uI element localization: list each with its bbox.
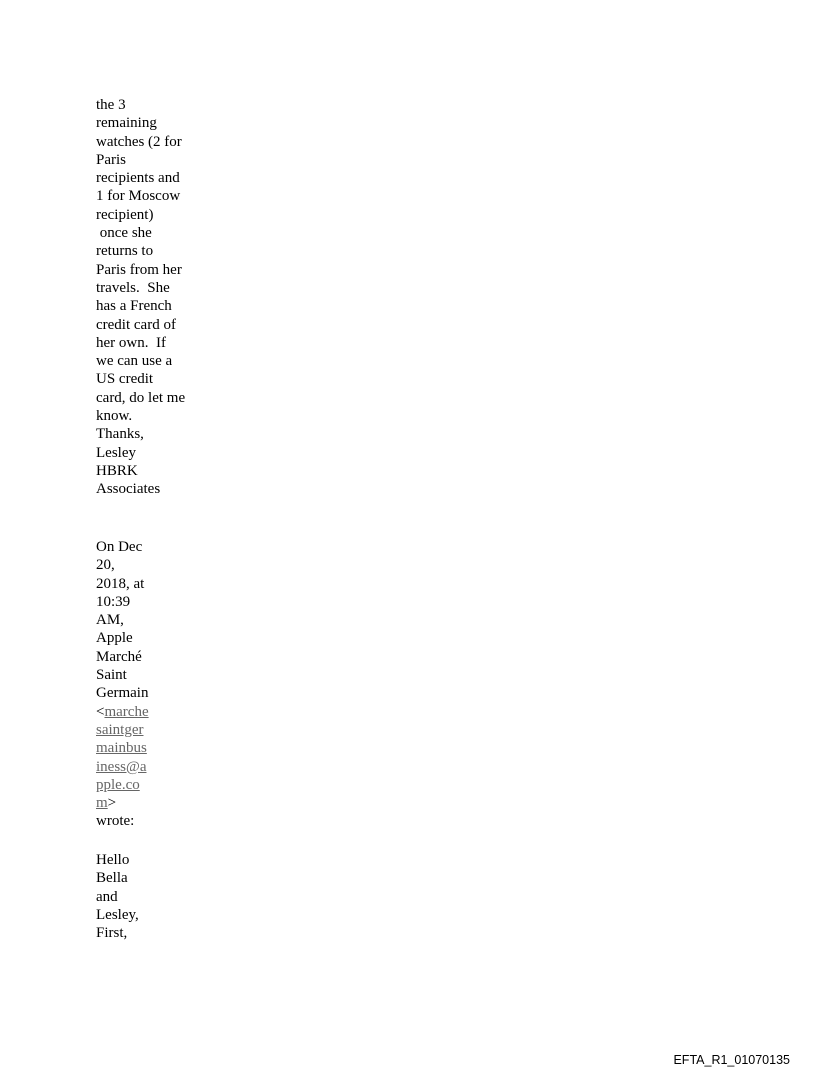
body-line: we can use a xyxy=(96,353,173,370)
body-line: card, do let me xyxy=(96,389,186,406)
quoted-body xyxy=(96,851,156,942)
body-line: credit card of xyxy=(96,316,176,333)
quoted-body-line: Bella xyxy=(96,870,128,887)
quoted-body-line: First, xyxy=(96,925,128,942)
quoted-header-line: AM, xyxy=(96,612,124,629)
body-line: US credit xyxy=(96,371,154,388)
email-close-bracket: > xyxy=(107,795,117,812)
quoted-header-line: Saint xyxy=(96,667,127,684)
sender-email-link[interactable]: marche xyxy=(104,703,149,720)
body-line: her own. If xyxy=(96,334,166,351)
quoted-body-line: Lesley, xyxy=(96,906,139,923)
sender-email-link[interactable]: saintger xyxy=(96,721,144,738)
body-line: once she xyxy=(96,225,152,242)
sender-email-link[interactable]: mainbus xyxy=(96,740,147,757)
body-line: remaining xyxy=(96,115,157,132)
body-line: travels. She xyxy=(96,279,170,296)
document-id: EFTA_R1_01070135 xyxy=(673,1053,790,1067)
quoted-header xyxy=(96,538,166,831)
body-line: Associates xyxy=(96,481,161,498)
quoted-header-line: Apple xyxy=(96,630,133,647)
quoted-header-line: Germain xyxy=(96,685,149,702)
body-line: Paris xyxy=(96,151,126,168)
body-line: recipients and xyxy=(96,170,180,187)
body-line: watches (2 for xyxy=(96,133,182,150)
body-line: recipient) xyxy=(96,206,154,223)
body-line: Thanks, xyxy=(96,426,144,443)
body-line: 1 for Moscow xyxy=(96,188,181,205)
quoted-header-line: On Dec xyxy=(96,539,143,555)
wrote-label: wrote: xyxy=(96,813,135,830)
sender-email-line xyxy=(96,703,166,721)
body-line: Paris from her xyxy=(96,261,182,278)
sender-email-link[interactable]: m xyxy=(96,795,108,812)
body-line: Lesley xyxy=(96,444,136,461)
email-open-bracket: < xyxy=(96,703,105,720)
sender-email-link[interactable]: pple.co xyxy=(96,776,140,793)
body-line: know. xyxy=(96,408,133,425)
body-line: HBRK xyxy=(96,462,138,479)
body-line: the 3 xyxy=(96,97,126,113)
quoted-header-line: 20, xyxy=(96,557,115,574)
body-line: has a French xyxy=(96,298,172,315)
quoted-header-line: Marché xyxy=(96,648,142,665)
sender-email-line xyxy=(96,794,166,812)
sender-email-link[interactable]: iness@a xyxy=(96,758,147,775)
message-body xyxy=(96,96,206,499)
body-line: returns to xyxy=(96,243,154,260)
quoted-body-line: and xyxy=(96,888,118,905)
quoted-body-line: Hello xyxy=(96,852,130,868)
quoted-header-line: 10:39 xyxy=(96,593,131,610)
quoted-header-line: 2018, at xyxy=(96,575,145,592)
